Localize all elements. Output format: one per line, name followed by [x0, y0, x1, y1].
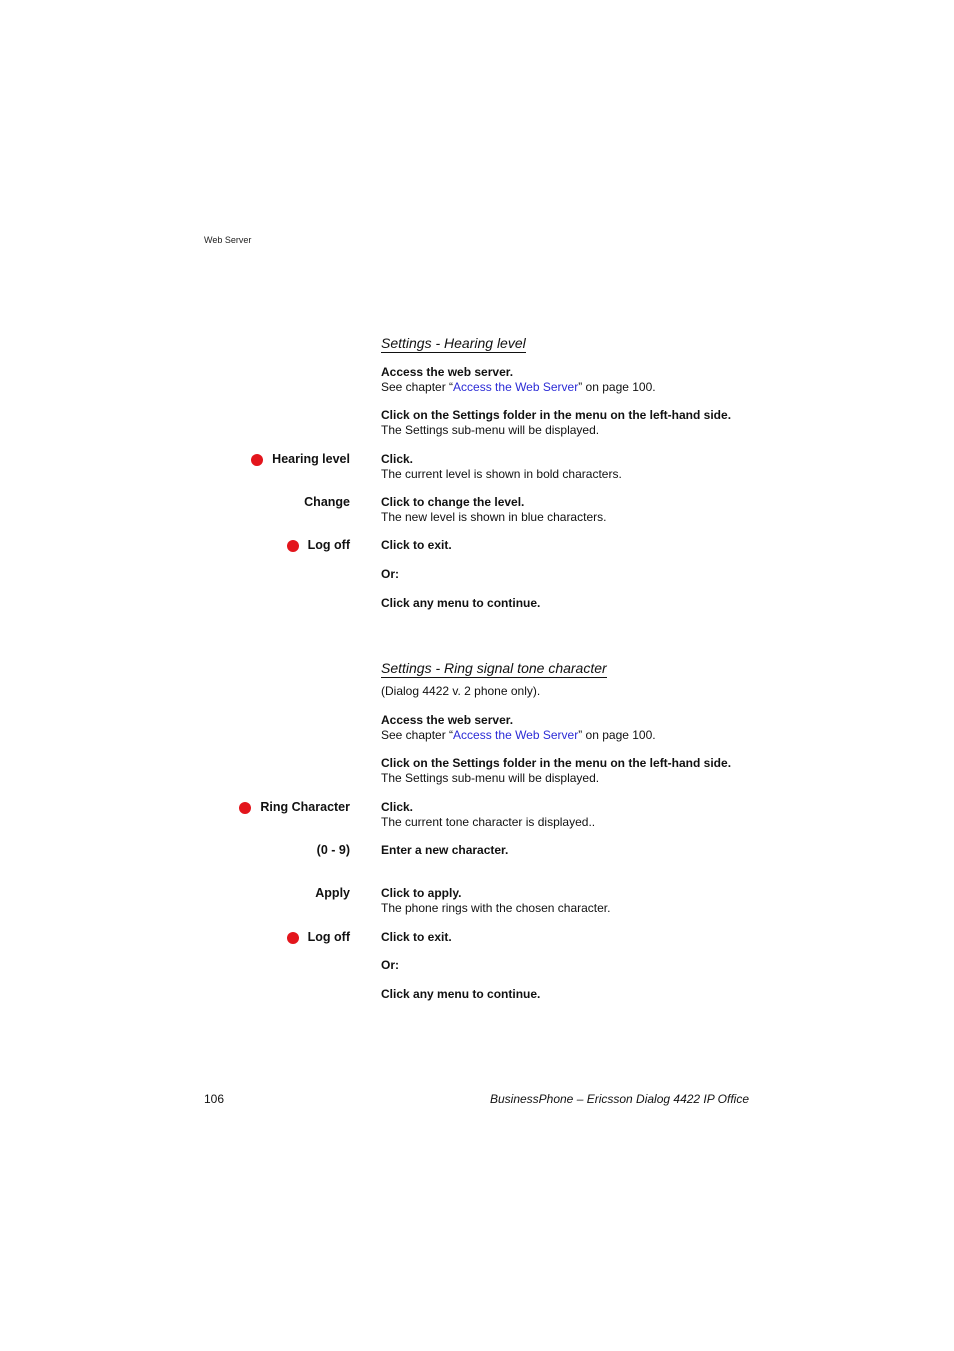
- key-apply: [315, 886, 350, 901]
- step-detail: The new level is shown in blue characters.: [381, 510, 607, 524]
- step-hearing-level-click: [381, 452, 801, 482]
- key-label: Apply: [315, 886, 350, 900]
- document-title: BusinessPhone – Ericsson Dialog 4422 IP Office: [489, 1092, 749, 1106]
- step-log-off: [381, 930, 801, 945]
- step-instruction: Click to exit.: [381, 930, 452, 944]
- key-label: Hearing level: [272, 452, 350, 466]
- step-instruction: Click to exit.: [381, 538, 452, 552]
- step-enter-character: [381, 843, 801, 858]
- step-instruction: Click any menu to continue.: [381, 987, 541, 1001]
- step-detail: The Settings sub-menu will be displayed.: [381, 423, 600, 437]
- step-access-web-server: [381, 713, 801, 743]
- step-instruction: Click on the Settings folder in the menu on the left-hand side.: [381, 756, 732, 770]
- key-range: [317, 843, 350, 858]
- step-change-level: [381, 495, 801, 525]
- step-instruction: Access the web server.: [381, 365, 514, 379]
- page-number: 106: [204, 1092, 225, 1106]
- key-label: (0 - 9): [316, 843, 350, 857]
- step-instruction: Or:: [381, 567, 399, 581]
- key-label: Log off: [307, 538, 350, 552]
- step-continue: [381, 987, 801, 1002]
- bullet-icon: [287, 540, 299, 552]
- step-apply: [381, 886, 801, 916]
- step-detail: See chapter “Access the Web Server” on page 100.: [381, 728, 656, 742]
- key-label: Change: [304, 495, 350, 509]
- access-web-server-link[interactable]: Access the Web Server: [453, 728, 579, 742]
- section-title-hearing-level: Settings - Hearing level: [381, 335, 526, 351]
- key-ring-character: [239, 800, 350, 815]
- running-head: Web Server: [204, 235, 252, 245]
- step-settings-folder: [381, 408, 801, 438]
- step-or: [381, 567, 801, 582]
- key-log-off: [287, 538, 350, 553]
- step-settings-folder: [381, 756, 801, 786]
- step-or: [381, 958, 801, 973]
- step-log-off: [381, 538, 801, 553]
- access-web-server-link[interactable]: Access the Web Server: [453, 380, 579, 394]
- section-title-ring-signal: Settings - Ring signal tone character: [381, 660, 607, 676]
- step-instruction: Click to apply.: [381, 886, 462, 900]
- step-continue: [381, 596, 801, 611]
- step-instruction: Click.: [381, 452, 414, 466]
- step-detail: See chapter “Access the Web Server” on page 100.: [381, 380, 656, 394]
- bullet-icon: [251, 454, 263, 466]
- step-access-web-server: [381, 365, 801, 395]
- section-note: (Dialog 4422 v. 2 phone only).: [381, 684, 541, 698]
- key-log-off: [287, 930, 350, 945]
- key-label: Log off: [307, 930, 350, 944]
- step-instruction: Click any menu to continue.: [381, 596, 541, 610]
- step-ring-character-click: [381, 800, 801, 830]
- key-hearing-level: [251, 452, 350, 467]
- step-instruction: Or:: [381, 958, 399, 972]
- step-detail: The current level is shown in bold characters.: [381, 467, 622, 481]
- step-instruction: Click to change the level.: [381, 495, 525, 509]
- step-detail: The current tone character is displayed..: [381, 815, 596, 829]
- step-instruction: Access the web server.: [381, 713, 514, 727]
- step-instruction: Click on the Settings folder in the menu on the left-hand side.: [381, 408, 732, 422]
- step-instruction: Enter a new character.: [381, 843, 509, 857]
- key-change: [304, 495, 350, 510]
- step-detail: The Settings sub-menu will be displayed.: [381, 771, 600, 785]
- bullet-icon: [287, 932, 299, 944]
- key-label: Ring Character: [260, 800, 350, 814]
- bullet-icon: [239, 802, 251, 814]
- step-instruction: Click.: [381, 800, 414, 814]
- step-detail: The phone rings with the chosen character.: [381, 901, 611, 915]
